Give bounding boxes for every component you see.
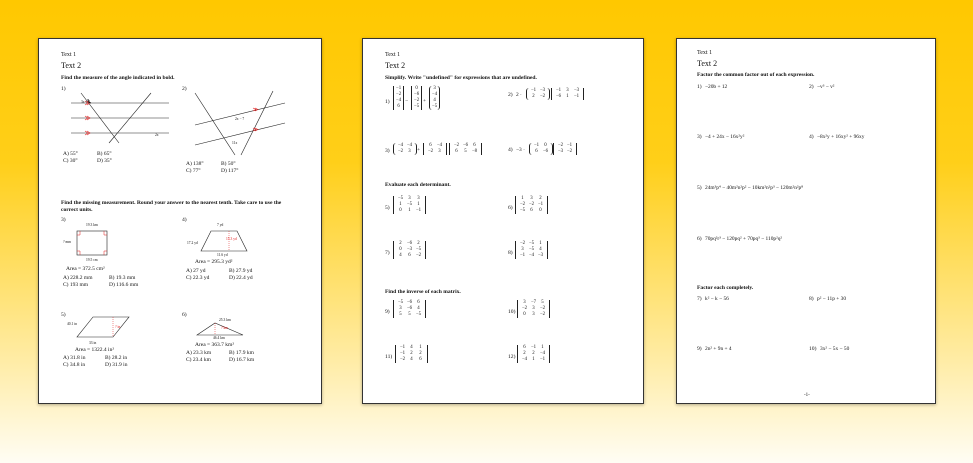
matrix-entry: 1 — [566, 94, 569, 99]
matrix-entry: −1 — [519, 253, 526, 258]
matrix — [449, 143, 482, 155]
matrix-entry: −6 — [414, 92, 420, 97]
matrix — [551, 88, 584, 100]
matrix-entry: 5 — [541, 300, 544, 305]
q5-left-label: 40.1 in — [67, 322, 77, 326]
matrix-entry: −1 — [415, 208, 422, 213]
matrix-entry: 4 — [410, 345, 413, 350]
matrix-entry: 1 — [419, 345, 422, 350]
rectangle-figure — [75, 229, 115, 259]
question-number: 7) — [385, 250, 390, 256]
question-number: 6) — [697, 236, 702, 242]
choice-c[interactable]: C) 23.4 km — [186, 357, 211, 363]
header-line-1: Text 1 — [385, 52, 401, 58]
question-number: 9) — [697, 346, 702, 352]
choice-d[interactable]: D) 116.6 mm — [109, 282, 139, 288]
question-number: 6) — [508, 205, 513, 211]
area-text: Area = 372.5 cm² — [66, 266, 105, 272]
question-number: 4) — [182, 217, 187, 223]
matrix-entry: 2 — [539, 196, 542, 201]
q2-expression-middle: 2x − 7 — [235, 117, 245, 121]
question-number: 11) — [385, 354, 393, 360]
choice-b[interactable]: B) 27.9 yd — [229, 268, 253, 274]
matrix-entry: −4 — [528, 253, 535, 258]
expression: 24m³p⁴ − 40m²n²p² − 10km²n²p³ − 120m²n²p⁸ — [705, 185, 804, 191]
worksheet-page-matrices[interactable] — [362, 38, 644, 404]
matrix-entry: 1 — [399, 202, 402, 207]
header-line-2: Text 2 — [697, 59, 718, 68]
matrix-entry: −6 — [542, 149, 549, 154]
matrix-entry: −1 — [555, 88, 562, 93]
choice-b[interactable]: B) 19.3 mm — [109, 275, 136, 281]
matrix-entry: −2 — [453, 143, 460, 148]
matrix-entry: −2 — [414, 98, 420, 103]
matrix — [517, 345, 550, 363]
transversal-figure — [189, 89, 289, 157]
area-text: Area = 1322.4 in² — [75, 347, 114, 353]
question-number: 5) — [61, 312, 66, 318]
operator: + — [417, 147, 421, 153]
determinant — [393, 196, 426, 214]
matrix — [393, 86, 404, 110]
matrix-entry: 3 — [438, 149, 441, 154]
area-text: Area = 295.3 yd² — [195, 259, 233, 265]
question-number: 10) — [809, 346, 817, 352]
trapezoid-figure — [199, 229, 249, 255]
matrix-entry: 1 — [417, 202, 420, 207]
matrix-entry: 2 — [410, 351, 413, 356]
matrix-entry: 0 — [523, 312, 526, 317]
determinant — [515, 241, 548, 259]
expression: −20b + 12 — [705, 84, 728, 90]
matrix-entry: 6 — [408, 253, 411, 258]
matrix-entry: 1 — [541, 345, 544, 350]
matrix-entry: 6 — [429, 143, 432, 148]
matrix-entry: 3 — [408, 196, 411, 201]
matrix-entry: −3 — [539, 88, 546, 93]
instruction-measurements: Find the missing measurement. Round your answer to the nearest tenth. Take care to use the — [61, 200, 282, 206]
matrix-entry: 3 — [521, 247, 524, 252]
choice-c[interactable]: C) 30° — [63, 158, 78, 164]
matrix-entry: −2 — [519, 241, 526, 246]
matrix-entry: 0 — [399, 247, 402, 252]
matrix-entry: −7 — [530, 300, 537, 305]
determinant — [393, 241, 426, 259]
expression: −4 + 24x − 16x²y² — [705, 134, 745, 140]
question-number: 1) — [385, 99, 390, 105]
matrix-entry: −1 — [530, 345, 537, 350]
header-line-1: Text 1 — [61, 52, 77, 58]
matrix-entry: −6 — [462, 143, 469, 148]
matrix-entry: 2 — [523, 351, 526, 356]
matrix-entry: −3 — [573, 88, 580, 93]
matrix-entry: −4 — [436, 143, 443, 148]
matrix-entry: −2 — [539, 312, 546, 317]
matrix — [529, 143, 553, 155]
matrix-entry: −2 — [539, 306, 546, 311]
matrix — [393, 143, 417, 155]
matrix-entry: 0 — [539, 208, 542, 213]
matrix-entry: −1 — [396, 86, 402, 91]
matrix-entry: 3 — [532, 306, 535, 311]
matrix-entry: −4 — [521, 357, 528, 362]
matrix-entry: −4 — [396, 98, 402, 103]
choice-c[interactable]: C) 193 mm — [63, 282, 89, 288]
question-number: 10) — [508, 309, 516, 315]
expression: p² − 11p + 30 — [817, 296, 847, 302]
matrix-entry: −4 — [406, 143, 413, 148]
matrix-entry: 4 — [433, 98, 436, 103]
matrix-entry: 6 — [535, 149, 538, 154]
matrix-entry: 6 — [397, 104, 400, 109]
choice-a[interactable]: A) 23.3 km — [186, 350, 212, 356]
question-number: 2) — [809, 84, 814, 90]
matrix-entry: 3 — [523, 300, 526, 305]
matrix-entry: −2 — [427, 149, 434, 154]
expression: k² − k − 56 — [705, 296, 729, 302]
matrix-entry: −5 — [432, 104, 438, 109]
matrix — [526, 88, 550, 100]
matrix-entry: 6 — [417, 300, 420, 305]
matrix-entry: 0 — [544, 143, 547, 148]
parallelogram-figure — [75, 315, 131, 339]
choice-b[interactable]: B) 17.9 km — [229, 350, 254, 356]
choice-d[interactable]: D) 16.7 km — [229, 357, 255, 363]
q6-top-label: 25.3 km — [219, 318, 231, 322]
choice-a[interactable]: A) 27 yd — [186, 268, 206, 274]
choice-c[interactable]: C) 34.8 in — [63, 362, 86, 368]
scalar: −3 · — [516, 147, 525, 153]
question-number: 4) — [508, 147, 513, 153]
question-number: 5) — [697, 185, 702, 191]
matrix — [395, 345, 428, 363]
question-number: 6) — [182, 312, 187, 318]
question-number: 5) — [385, 205, 390, 211]
question-number: 3) — [385, 148, 390, 154]
q5-bottom-label: 33 in — [89, 341, 97, 345]
matrix-entry: 1 — [521, 196, 524, 201]
matrix-entry: 3 — [399, 306, 402, 311]
choice-a[interactable]: A) 31.8 in — [63, 355, 86, 361]
matrix-entry: −2 — [521, 306, 528, 311]
question-number: 7) — [697, 296, 702, 302]
header-line-1: Text 1 — [697, 50, 713, 56]
question-number: 9) — [385, 309, 390, 315]
matrix-entry: 3 — [566, 88, 569, 93]
q4-top-label: 7 yd — [217, 223, 224, 227]
question-number: 1) — [61, 86, 66, 92]
expression: −v³ − v² — [817, 84, 835, 90]
instruction-determinant: Evaluate each determinant. — [385, 182, 451, 188]
q3-left-label: ? mm — [63, 240, 72, 244]
matrix-entry: −5 — [397, 300, 404, 305]
matrix-entry: −2 — [415, 253, 422, 258]
matrix-entry: 3 — [417, 196, 420, 201]
choice-a[interactable]: A) 228.2 mm — [63, 275, 93, 281]
matrix-entry: 3 — [433, 86, 436, 91]
matrix-entry: 2 — [399, 241, 402, 246]
matrix-entry: 6 — [523, 345, 526, 350]
choice-d[interactable]: D) 22.4 yd — [229, 275, 253, 281]
choice-c[interactable]: C) 77° — [186, 168, 201, 174]
header-line-2: Text 2 — [61, 61, 82, 70]
instruction-common-factor: Factor the common factor out of each expression. — [697, 72, 815, 78]
question-number: 4) — [809, 134, 814, 140]
worksheet-page-factoring[interactable] — [676, 38, 936, 404]
matrix-entry: −3 — [406, 247, 413, 252]
matrix-entry: −5 — [528, 247, 535, 252]
matrix — [553, 143, 577, 155]
matrix-entry: 5 — [399, 312, 402, 317]
matrix-entry: −1 — [399, 345, 406, 350]
instruction-measurements-cont: correct units. — [61, 207, 93, 213]
matrix-entry: 5 — [408, 312, 411, 317]
matrix-entry: 2 — [419, 351, 422, 356]
matrix-entry: −4 — [432, 92, 438, 97]
matrix-entry: −6 — [406, 241, 413, 246]
matrix-entry: 6 — [530, 208, 533, 213]
operator: + — [423, 98, 427, 104]
matrix-entry: 0 — [399, 208, 402, 213]
choice-c[interactable]: C) 22.3 yd — [186, 275, 210, 281]
matrix-entry: −5 — [415, 247, 422, 252]
question-number: 1) — [697, 84, 702, 90]
matrix-entry: −1 — [573, 94, 580, 99]
header-line-2: Text 2 — [385, 61, 406, 70]
expression: 70pq²r³ − 120pq² + 70pq³ − 110p²q² — [705, 236, 783, 242]
matrix-entry: 6 — [455, 149, 458, 154]
matrix-entry: −5 — [414, 104, 420, 109]
expression: −8x²y + 16xy² + 96xy — [817, 134, 865, 140]
q4-bottom-label: 11.6 yd — [217, 253, 228, 257]
matrix — [429, 86, 440, 110]
matrix-entry: −1 — [399, 351, 406, 356]
q6-height-label: ? km — [221, 326, 229, 330]
question-number: 3) — [697, 134, 702, 140]
matrix-entry: 2 — [417, 241, 420, 246]
matrix-entry: 2 — [532, 94, 535, 99]
matrix-entry: −2 — [397, 149, 404, 154]
matrix-entry: −2 — [528, 202, 535, 207]
question-number: 2) — [182, 86, 187, 92]
page-number: -1- — [804, 393, 810, 398]
matrix-entry: −1 — [530, 88, 537, 93]
matrix-entry: −5 — [519, 208, 526, 213]
matrix-entry: 3 — [408, 149, 411, 154]
matrix-entry: 5 — [464, 149, 467, 154]
question-number: 3) — [61, 217, 66, 223]
question-number: 8) — [809, 296, 814, 302]
q3-top-label: 19.3 km — [86, 223, 98, 227]
matrix-entry: −2 — [519, 202, 526, 207]
operator: − — [405, 98, 409, 104]
matrix-entry: 1 — [539, 241, 542, 246]
matrix-entry: −2 — [396, 92, 402, 97]
matrix-entry: 2 — [532, 351, 535, 356]
scalar: 2 · — [516, 92, 522, 98]
choice-b[interactable]: B) 28.2 in — [105, 355, 128, 361]
choice-b[interactable]: B) 50° — [221, 161, 236, 167]
question-number: 2) — [508, 92, 513, 98]
triangle-figure — [195, 321, 245, 337]
instruction-factor-completely: Factor each completely. — [697, 285, 754, 291]
matrix-entry: −3 — [537, 253, 544, 258]
matrix-entry: −2 — [557, 143, 564, 148]
matrix-entry: −1 — [539, 357, 546, 362]
matrix-entry: −1 — [533, 143, 540, 148]
area-text: Area = 363.7 km² — [195, 342, 234, 348]
matrix-entry: −8 — [471, 149, 478, 154]
matrix-entry: 4 — [539, 247, 542, 252]
q4-left-label: 17.2 yd — [187, 241, 198, 245]
matrix-entry: 1 — [532, 357, 535, 362]
matrix-entry: 3 — [532, 312, 535, 317]
matrix-entry: 0 — [415, 86, 418, 91]
q4-height-label: 15.3 yd — [226, 237, 237, 241]
matrix-entry: −5 — [397, 196, 404, 201]
matrix — [393, 300, 426, 318]
choice-d[interactable]: D) 31.9 in — [105, 362, 128, 368]
determinant — [515, 196, 548, 214]
matrix-entry: 4 — [410, 357, 413, 362]
choice-a[interactable]: A) 55° — [63, 151, 78, 157]
expression: 2n² + 9n + 4 — [705, 346, 732, 352]
matrix-entry: −6 — [406, 300, 413, 305]
expression: 3x² − 5x − 50 — [820, 346, 850, 352]
matrix-entry: −2 — [399, 357, 406, 362]
instruction-simplify: Simplify. Write "undefined" for expressions that are undefined. — [385, 75, 537, 81]
choice-a[interactable]: A) 138° — [186, 161, 204, 167]
q3-bottom-label: 19.5 cm — [86, 258, 98, 262]
question-number: 8) — [508, 250, 513, 256]
question-number: 12) — [508, 354, 516, 360]
choice-d[interactable]: D) 117° — [221, 168, 239, 174]
matrix-entry: −1 — [537, 202, 544, 207]
matrix-entry: −2 — [566, 149, 573, 154]
instruction-angles: Find the measure of the angle indicated in bold. — [61, 75, 175, 81]
matrix-entry: 4 — [399, 253, 402, 258]
matrix-entry: −5 — [415, 312, 422, 317]
q5-height-label: ? in — [115, 325, 121, 329]
q1-expression-top: 3x + 2 — [81, 100, 91, 104]
matrix — [411, 86, 422, 110]
q2-expression-bottom: 11x — [232, 141, 238, 145]
matrix-entry: −6 — [555, 94, 562, 99]
worksheet-page-geometry[interactable] — [38, 38, 322, 404]
matrix — [423, 143, 447, 155]
q6-bottom-label: 46.4 km — [213, 336, 225, 340]
choice-b[interactable]: B) 65° — [97, 151, 112, 157]
matrix-entry: −4 — [397, 143, 404, 148]
matrix-entry: −1 — [566, 143, 573, 148]
matrix-entry: −6 — [406, 306, 413, 311]
matrix-entry: −5 — [406, 202, 413, 207]
matrix-entry: 3 — [530, 196, 533, 201]
matrix-entry: 4 — [417, 306, 420, 311]
matrix-entry: 1 — [408, 208, 411, 213]
instruction-inverse: Find the inverse of each matrix. — [385, 289, 461, 295]
matrix-entry: 6 — [419, 357, 422, 362]
matrix-entry: −5 — [528, 241, 535, 246]
q1-expression-bottom: 2x — [155, 133, 159, 137]
matrix — [517, 300, 550, 318]
choice-d[interactable]: D) 35° — [97, 158, 112, 164]
matrix-entry: −2 — [539, 94, 546, 99]
matrix-entry: −3 — [557, 149, 564, 154]
matrix-entry: 6 — [473, 143, 476, 148]
matrix-entry: −4 — [539, 351, 546, 356]
